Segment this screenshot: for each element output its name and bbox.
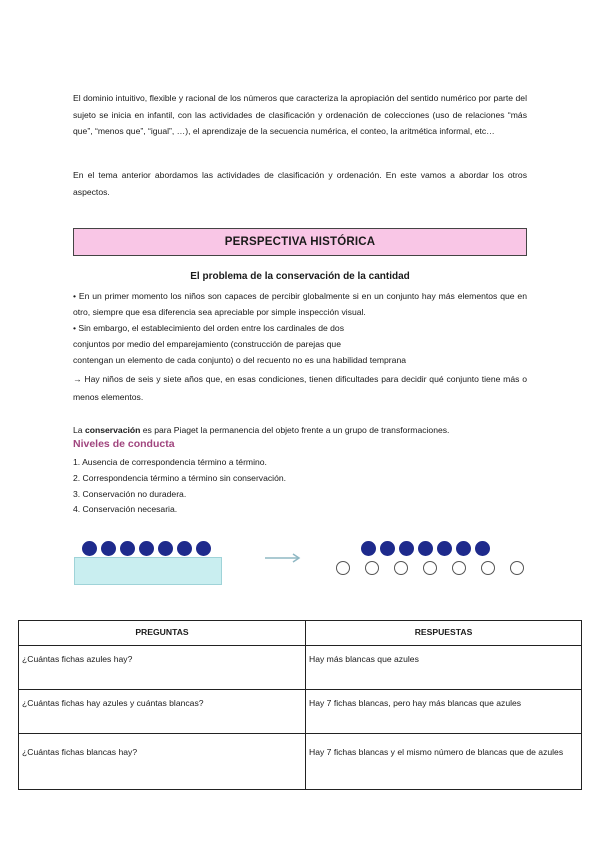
figure-strip	[74, 557, 222, 585]
previous-topic-paragraph: En el tema anterior abordamos las actividades de clasificación y ordenación. En este vamos a abordar los otros aspectos.	[73, 170, 527, 197]
level-item: 3. Conservación no duradera.	[73, 488, 187, 499]
levels-list	[73, 455, 286, 518]
white-chip	[510, 561, 524, 575]
intro-paragraph: El dominio intuitivo, flexible y racional de los números que caracteriza la apropiación del sentido numérico por parte del sujeto se inicia en infantil, con las actividades de clasificación y ordenación de colecciones (uso de relaciones “más que”, “menos que”, “igual”, …), el aprendizaje de la secuencia numérica, el conteo, la aritmética informal, etc…	[73, 93, 527, 136]
level-item: 1. Ausencia de correspondencia término a término.	[73, 457, 267, 467]
blue-chip	[82, 541, 97, 556]
white-chip	[481, 561, 495, 575]
conservation-definition	[73, 423, 527, 438]
question-cell: ¿Cuántas fichas blancas hay?	[19, 734, 306, 790]
subtitle: El problema de la conservación de la cantidad	[190, 271, 410, 282]
white-chip	[452, 561, 466, 575]
conservation-term: conservación	[84, 425, 141, 435]
white-chip	[365, 561, 379, 575]
question-cell: ¿Cuántas fichas azules hay?	[19, 646, 306, 690]
levels-heading: Niveles de conducta	[73, 438, 175, 450]
blue-chip	[120, 541, 135, 556]
blue-chip	[456, 541, 471, 556]
level-item: 4. Conservación necesaria.	[73, 504, 178, 515]
bullet-3: → Hay niños de seis y siete años que, en esas condiciones, tienen dificultades para decidir qué conjunto tiene más o menos elementos.	[73, 374, 527, 402]
blue-chip	[177, 541, 192, 556]
blue-chip	[101, 541, 116, 556]
blue-chip	[139, 541, 154, 556]
table-header-row	[19, 621, 582, 646]
level-item: 2. Correspondencia término a término sin conservación.	[73, 472, 287, 483]
column-header-answers: RESPUESTAS	[306, 621, 582, 646]
section-heading: PERSPECTIVA HISTÓRICA	[224, 236, 376, 248]
blue-chip	[437, 541, 452, 556]
bullet-2-line-3: contengan un elemento de cada conjunto) o del recuento no es una habilidad temprana	[73, 355, 407, 365]
white-chip	[394, 561, 408, 575]
bullet-2-line-1: • Sin embargo, el establecimiento del orden entre los cardinales de dos	[73, 323, 345, 333]
blue-chip	[399, 541, 414, 556]
answer-cell: Hay 7 fichas blancas, pero hay más blancas que azules	[306, 690, 582, 734]
blue-chip	[418, 541, 433, 556]
question-cell: ¿Cuántas fichas hay azules y cuántas blancas?	[19, 690, 306, 734]
table-row	[19, 690, 582, 734]
answer-cell: Hay más blancas que azules	[306, 646, 582, 690]
white-chip	[336, 561, 350, 575]
white-chip	[423, 561, 437, 575]
blue-chip	[158, 541, 173, 556]
questions-table	[18, 620, 582, 790]
conservation-prefix: La	[73, 425, 85, 435]
bullet-2-line-2: conjuntos por medio del emparejamiento (construcción de parejas que	[73, 339, 341, 349]
blue-chip	[475, 541, 490, 556]
blue-chip	[380, 541, 395, 556]
section-heading-box	[73, 228, 527, 256]
bullet-list	[73, 288, 527, 406]
conservation-rest: es para Piaget la permanencia del objeto frente a un grupo de transformaciones.	[140, 425, 450, 435]
table-row	[19, 646, 582, 690]
blue-chip	[196, 541, 211, 556]
right-arrow-icon	[264, 551, 304, 565]
blue-chip	[361, 541, 376, 556]
table-row	[19, 734, 582, 790]
bullet-1: • En un primer momento los niños son capaces de percibir globalmente si en un conjunto hay más elementos que en otro, siempre que esa diferencia sea apreciable por simple inspección visual.	[73, 291, 527, 317]
answer-cell: Hay 7 fichas blancas y el mismo número de blancas que de azules	[306, 734, 582, 790]
column-header-questions: PREGUNTAS	[19, 621, 306, 646]
